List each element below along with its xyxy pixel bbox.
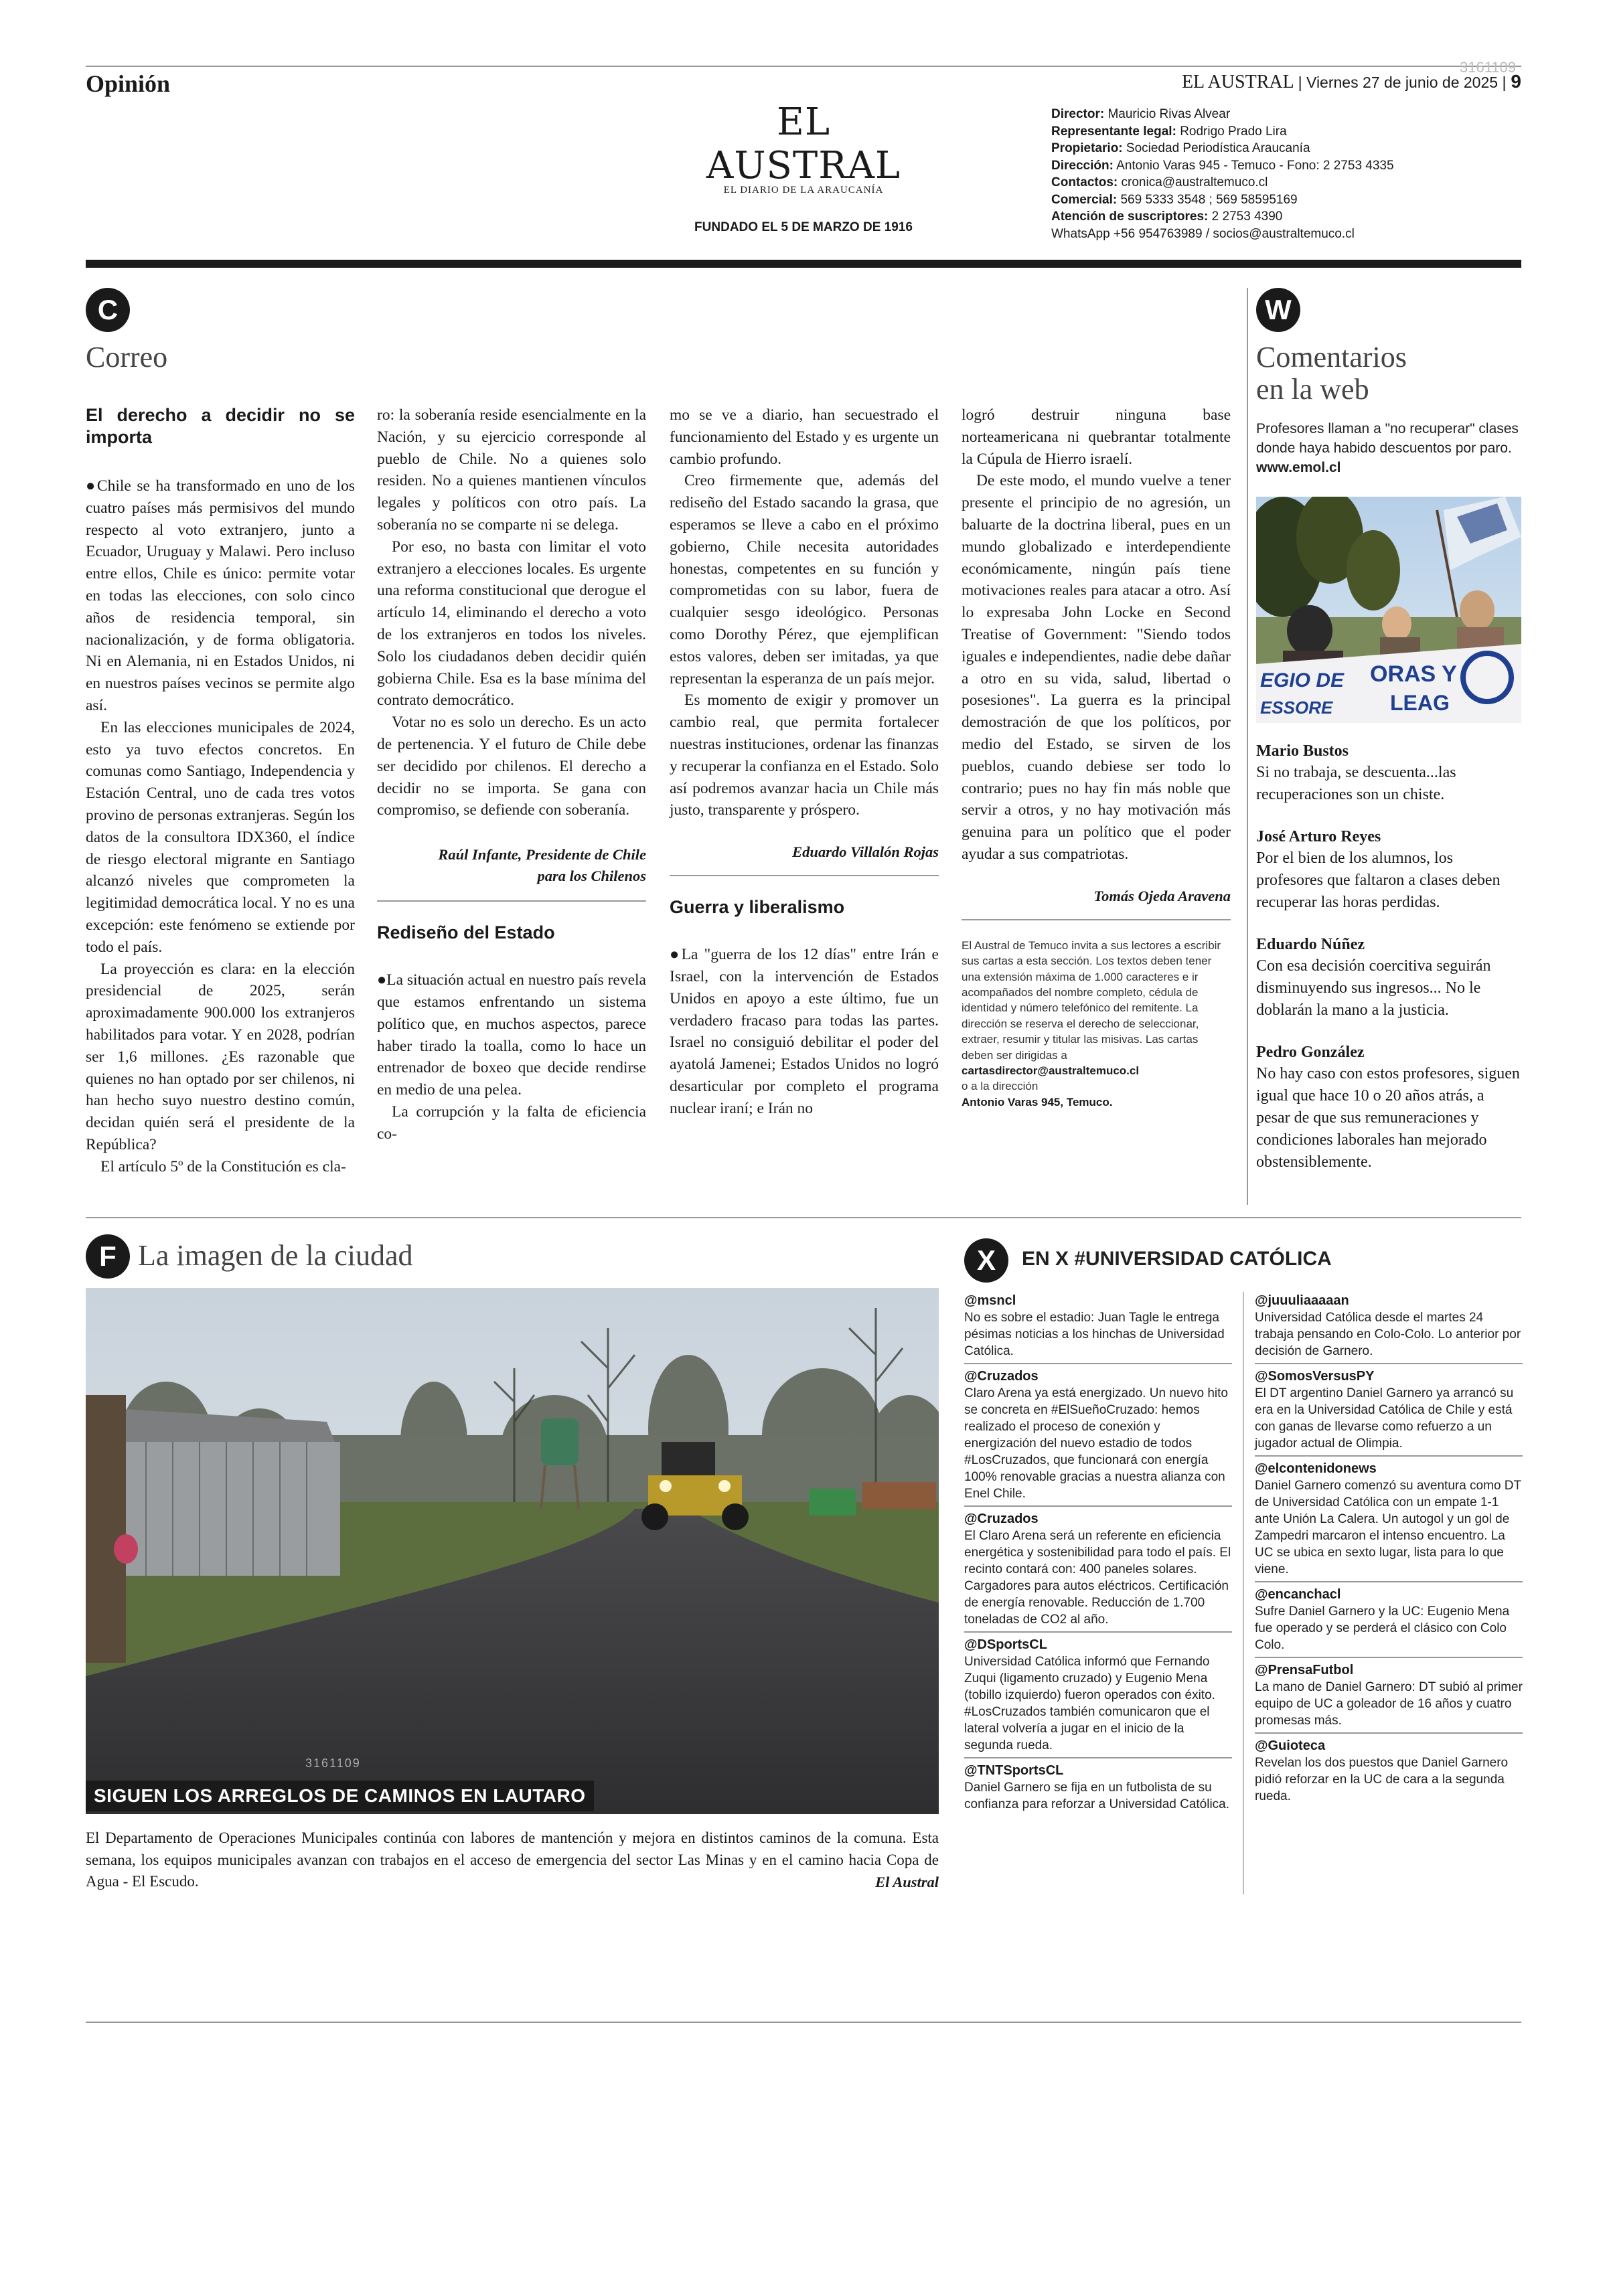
tweet (1255, 1292, 1523, 1360)
banner-text: EGIO DE (1260, 669, 1345, 691)
tweet (1255, 1586, 1523, 1653)
article-signature: Eduardo Villalón Rojas (792, 843, 939, 861)
correo-badge: C (86, 288, 130, 332)
masthead-founded: FUNDADO EL 5 DE MARZO DE 1916 (694, 220, 913, 234)
comment-text: Por el bien de los alumnos, los profesores que faltaron a clases deben recuperar las horas perdidas. (1256, 849, 1501, 911)
article-paragraph: Creo firmemente que, además del rediseño del Estado sacando la grasa, que esperamos se lleve a cabo en el próximo gobierno, Chile necesita autoridades honestas, competentes en su función y comprometidas con su labor, fuera de cualquier sesgo ideológico. Personas como Dorothy Pérez, que ejemplifican estos valores, deben ser imitadas, ya que representan la esperanza de un país mejor. (670, 472, 939, 687)
letters-note: El Austral de Temuco invita a sus lectores a escribir sus cartas a esta sección. Los textos deben tener una extensión máxima de 1.000 caracteres e ir acompañados del nombre completo, cédula de identidad y número telefónico del remitente. La dirección se reserva el derecho de seleccionar, extraer, resumir y titular las misivas. Las cartas deben ser dirigidas a cartasdirector@australtemuco.cl o a la dirección Antonio Varas 945, Temuco. (962, 938, 1221, 1109)
tweet-text: La mano de Daniel Garnero: DT subió al primer equipo de UC a goleador de 16 años y cuatro promesas más. (1255, 1680, 1523, 1728)
tweet-handle[interactable]: @Cruzados (964, 1511, 1039, 1526)
article-paragraph: La proyección es clara: en la elección presidencial de 2025, serán aproximadamente 900.000 los extranjeros habilitados para votar. Y en 2028, podrían ser 1,6 millones. ¿Es razonable que quienes no han optado por ser chilenos, ni han hecho suyo nuestro destino común, decidan quién será el presidente de la República? (86, 960, 355, 1153)
tweet-handle[interactable]: @DSportsCL (964, 1637, 1047, 1652)
tweet-handle[interactable]: @SomosVersusPY (1255, 1369, 1375, 1384)
section-label: Opinión (86, 70, 171, 97)
header-brand-line (1182, 71, 1521, 93)
tweet (1255, 1737, 1523, 1805)
tweet-handle[interactable]: @TNTSportsCL (964, 1763, 1064, 1778)
photo-caption: SIGUEN LOS ARREGLOS DE CAMINOS EN LAUTARO (86, 1781, 594, 1811)
article-divider (377, 900, 646, 902)
tweet-text: Revelan los dos puestos que Daniel Garnero pidió reforzar en la UC de cara a la segunda rueda. (1255, 1756, 1509, 1803)
tweet (964, 1762, 1232, 1813)
article-paragraph: ●La "guerra de los 12 días" entre Irán e Israel, con la intervención de Estados Unidos en apoyo a este último, fue un verdadero fracaso para todas las partes. Israel no consiguió debilitar el poder del ayatolá Jamenei; Estados Unidos no logró desarticular por completo el programa nuclear iraní; e Irán no (670, 946, 939, 1117)
imagen-title: La imagen de la ciudad (138, 1239, 413, 1272)
comment-author: Pedro González (1256, 1044, 1365, 1061)
x-feed-right (1255, 1292, 1523, 1805)
tweet-handle[interactable]: @msncl (964, 1293, 1016, 1308)
comment-author: José Arturo Reyes (1256, 828, 1381, 845)
masthead (690, 100, 917, 235)
tweet-text: No es sobre el estadio: Juan Tagle le entrega pésimas noticias a los hinchas de Universidad Católica. (964, 1311, 1225, 1358)
tweet-handle[interactable]: @PrensaFutbol (1255, 1663, 1354, 1677)
comentarios-title: Comentarios en la web (1256, 341, 1407, 406)
staff-line: Contactos: cronica@australtemuco.cl (1051, 175, 1268, 189)
tweet-handle[interactable]: @encanchacl (1255, 1587, 1341, 1602)
photo-watermark: 3161109 (305, 1756, 361, 1770)
column-divider (1247, 288, 1248, 1205)
staff-line: Atención de suscriptores: 2 2753 4390 (1051, 210, 1283, 224)
x-badge: X (964, 1238, 1008, 1283)
tweet-text: Universidad Católica informó que Fernando Zuqui (ligamento cruzado) y Eugenio Mena (tobillo izquierdo) fueron operados con éxito. #LosCruzados también comunicaron que el lateral volvería a jugar en el inicio de la segunda rueda. (964, 1655, 1215, 1752)
tweet (1255, 1368, 1523, 1452)
staff-line: Propietario: Sociedad Periodística Araucanía (1051, 141, 1310, 155)
tweet-text: El DT argentino Daniel Garnero ya arrancó su era en la Universidad Católica de Chile y está con ganas de llevarse como refuerzo a un jugador actual de Olimpia. (1255, 1386, 1514, 1451)
comentarios-badge: W (1256, 288, 1300, 332)
article-paragraph: En las elecciones municipales de 2024, esto ya tuvo efectos concretos. En comunas como Santiago, Independencia y Estación Central, uno de cada tres votos provino de personas extranjeras. Según los datos de la consultora IDX360, el índice de riesgo electoral migrante en Santiago alcanzó niveles que comprometen la legitimidad democrática local. Y no es una excepción: este fenómeno se extiende por todo el país. (86, 718, 356, 956)
tweet-divider (964, 1757, 1232, 1758)
correo-column-1 (86, 404, 355, 1178)
article-headline: Rediseño del Estado (377, 922, 555, 943)
article-divider (670, 875, 939, 876)
banner-text: ORAS Y (1370, 661, 1457, 687)
tweet-divider (1255, 1732, 1523, 1734)
header-divider (86, 260, 1521, 268)
header-brand: EL AUSTRAL (1181, 72, 1294, 92)
article-paragraph: mo se ve a diario, han secuestrado el funcionamiento del Estado y es urgente un cambio profundo. (670, 406, 939, 468)
article-signature: Raúl Infante, Presidente de Chile para los Chilenos (438, 846, 646, 885)
comment (1256, 826, 1521, 914)
staff-line: Representante legal: Rodrigo Prado Lira (1051, 124, 1287, 139)
tweet-handle[interactable]: @juuuliaaaaan (1255, 1293, 1349, 1308)
masthead-logo: EL AUSTRAL (706, 100, 901, 187)
x-section-title: EN X #UNIVERSIDAD CATÓLICA (1022, 1248, 1332, 1270)
comentarios-intro: Profesores llaman a "no recuperar" clases donde haya habido descuentos por paro. www.emol.cl (1256, 421, 1519, 475)
article-paragraph: Por eso, no basta con limitar el voto extranjero a elecciones locales. Es urgente una reforma constitucional que derogue el artículo 14, eliminando el derecho a voto de los extranjeros en todos los niveles. Solo los ciudadanos deben decidir quién gobierna Chile. Esa es la base mínima del contrato democrático. (377, 538, 646, 710)
staff-line: Comercial: 569 5333 3548 ; 569 58595169 (1051, 192, 1298, 207)
article-paragraph: ro: la soberanía reside esencialmente en la Nación, y su ejercicio corresponde al pueblo de Chile. No a quienes solo residen. No a quienes mantienen vínculos legales y políticos con otro país. La soberanía no se comparte ni se delega. (377, 406, 646, 534)
tweet-divider (964, 1363, 1232, 1364)
staff-line: WhatsApp +56 954763989 / socios@australtemuco.cl (1051, 226, 1355, 241)
staff-line: Director: Mauricio Rivas Alvear (1051, 107, 1231, 121)
city-photo (86, 1288, 939, 1814)
article-headline: El derecho a decidir no se importa (86, 405, 355, 447)
article-paragraph: De este modo, el mundo vuelve a tener presente el principio de no agresión, un baluarte de la doctrina liberal, pues en un mundo globalizado e interdependiente económicamente, ningún país tiene motivaciones reales para atacar a otro. Así lo expresaba John Locke en Second Treatise of Government: "Siendo todos iguales e independientes, nadie debe dañar a otro en su vida, salud, libertad o posesiones". La guerra es la principal demostración de que los políticos, por medio del Estado, se sirven de los pueblos, cuando debiese ser todo lo contrario; pues no hay fin más noble que servir a otros, y no hay motivación más genuina para un político que el poder ayudar a sus compatriotas. (962, 472, 1231, 863)
tweet-text: Claro Arena ya está energizado. Un nuevo hito se concreta en #ElSueñoCruzado: hemos realizado el proceso de conexión y energización del nuevo estadio de todos #LosCruzados, que funcionará con energía 100% renovable gracias a nuestra alianza con Enel Chile. (964, 1386, 1228, 1501)
tweet-handle[interactable]: @Guioteca (1255, 1738, 1326, 1753)
tweet-handle[interactable]: @Cruzados (964, 1369, 1039, 1384)
article-signature: Tomás Ojeda Aravena (1093, 887, 1231, 904)
footer-divider (86, 2022, 1521, 2023)
tweet-text: Daniel Garnero comenzó su aventura como DT de Universidad Católica con un empate 1-1 ante Unión La Calera. Un autogol y un gol de Zampedri marcaron el intenso encuentro. La UC se ubica en sexto lugar, lista para lo que viene. (1255, 1479, 1521, 1576)
tweet-divider (1255, 1363, 1523, 1364)
photo-credit: El Austral (875, 1873, 939, 1890)
comments-list (1256, 740, 1521, 1173)
x-feed-left (964, 1292, 1232, 1813)
tweet-divider (964, 1505, 1232, 1507)
correo-title: Correo (86, 341, 168, 374)
tweet-divider (1255, 1581, 1523, 1582)
comment-author: Mario Bustos (1256, 742, 1349, 760)
article-headline: Guerra y liberalismo (670, 897, 845, 918)
tweet (964, 1636, 1232, 1754)
comment (1256, 740, 1521, 806)
comment (1256, 934, 1521, 1021)
article-paragraph: La corrupción y la falta de eficiencia co- (377, 1102, 646, 1143)
tweet-text: Daniel Garnero se fija en un futbolista de su confianza para reforzar a Universidad Católica. (964, 1781, 1230, 1811)
comment (1256, 1042, 1521, 1173)
staff-box (1051, 106, 1394, 242)
tweet (1255, 1661, 1523, 1729)
tweet-text: El Claro Arena será un referente en eficiencia energética y sostenibilidad para todo el país. El recinto contará con: 400 paneles solares. Cargadores para autos eléctricos. Certificación de energía renovable. Reducción de 1.700 toneladas de CO2 al año. (964, 1529, 1231, 1627)
tweet-text: Universidad Católica desde el martes 24 trabaja pensando en Colo-Colo. Lo anterior por decisión de Garnero. (1255, 1311, 1521, 1358)
header-date: | Viernes 27 de junio de 2025 | (1298, 74, 1507, 91)
tweet-divider (1255, 1455, 1523, 1457)
tweet-divider (1255, 1657, 1523, 1658)
article-divider (962, 919, 1231, 920)
correo-column-4 (962, 404, 1231, 1110)
comment-text: No hay caso con estos profesores, siguen igual que hace 10 o 20 años atrás, a pesar de que sus remuneraciones y condiciones laborales han mejorado obstensiblemente. (1256, 1065, 1520, 1171)
article-paragraph: El artículo 5º de la Constitución es cla- (100, 1157, 346, 1175)
banner-text: LEAG (1390, 691, 1450, 715)
article-paragraph: Votar no es solo un derecho. Es un acto de pertenencia. Y el futuro de Chile debe ser decidido por chilenos. El derecho a decidir no se importa. Se gana con compromiso, se defiende con soberanía. (377, 714, 646, 819)
tweet (964, 1368, 1232, 1502)
article-paragraph: logró destruir ninguna base norteamericana ni quebrantar totalmente la Cúpula de Hierro israelí. (962, 406, 1231, 468)
masthead-tagline: EL DIARIO DE LA ARAUCANÍA (723, 185, 884, 195)
emol-link[interactable]: www.emol.cl (1256, 460, 1341, 475)
page-number: 9 (1511, 71, 1521, 92)
correo-column-2 (377, 404, 646, 1145)
section-divider (86, 1217, 1521, 1218)
article-paragraph: ●Chile se ha transformado en uno de los cuatro países más permisivos del mundo respecto al voto extranjero, junto a Ecuador, Uruguay y Malawi. Pero incluso entre ellos, Chile es único: permite votar en todas las elecciones, con solo cinco años de residencia temporal, sin nacionalización, y de forma obligatoria. Ni en Alemania, ni en Estados Unidos, ni en nuestros países vecinos se permite algo así. (86, 477, 355, 714)
tweet-divider (964, 1631, 1232, 1633)
comment-text: Si no trabaja, se descuenta...las recuperaciones son un chiste. (1256, 764, 1456, 803)
tweet-text: Sufre Daniel Garnero y la UC: Eugenio Mena fue operado y se perderá el clásico con Colo Colo. (1255, 1605, 1510, 1652)
protest-photo (1256, 497, 1521, 723)
article-paragraph: Es momento de exigir y promover un cambio real, que permita fortalecer nuestras instituciones, ordenar las finanzas y recuperar la confianza en el Estado. Solo así podremos avanzar hacia un Chile más justo, transparente y próspero. (670, 691, 939, 819)
letters-email[interactable]: cartasdirector@australtemuco.cl (962, 1064, 1140, 1077)
tweet-handle[interactable]: @elcontenidonews (1255, 1461, 1377, 1476)
tweet (964, 1292, 1232, 1360)
tweet (964, 1510, 1232, 1628)
watermark-id: 3161109 (1460, 59, 1517, 76)
tweet (1255, 1460, 1523, 1578)
staff-line: Dirección: Antonio Varas 945 - Temuco - Fono: 2 2753 4335 (1051, 158, 1394, 173)
photo-description: El Departamento de Operaciones Municipales continúa con labores de mantención y mejora en distintos caminos de la comuna. Esta semana, los equipos municipales avanzan con trabajos en el acceso de emergencia del sector Las Minas y en el camino hacia Copa de Agua - El Escudo. El Austral (86, 1827, 939, 1893)
banner-text: ESSORE (1260, 698, 1333, 718)
correo-column-3 (670, 404, 939, 1120)
imagen-badge: F (86, 1234, 130, 1279)
x-column-divider (1243, 1292, 1244, 1894)
comment-text: Con esa decisión coercitiva seguirán disminuyendo sus ingresos... No le doblarán la mano a la justicia. (1256, 957, 1491, 1019)
comment-author: Eduardo Núñez (1256, 936, 1365, 953)
article-paragraph: ●La situación actual en nuestro país revela que estamos enfrentando un sistema político que, en muchos aspectos, parece haber tirado la toalla, como lo hace un entrenador de boxeo que decide rendirse en medio de una pelea. (377, 971, 646, 1099)
